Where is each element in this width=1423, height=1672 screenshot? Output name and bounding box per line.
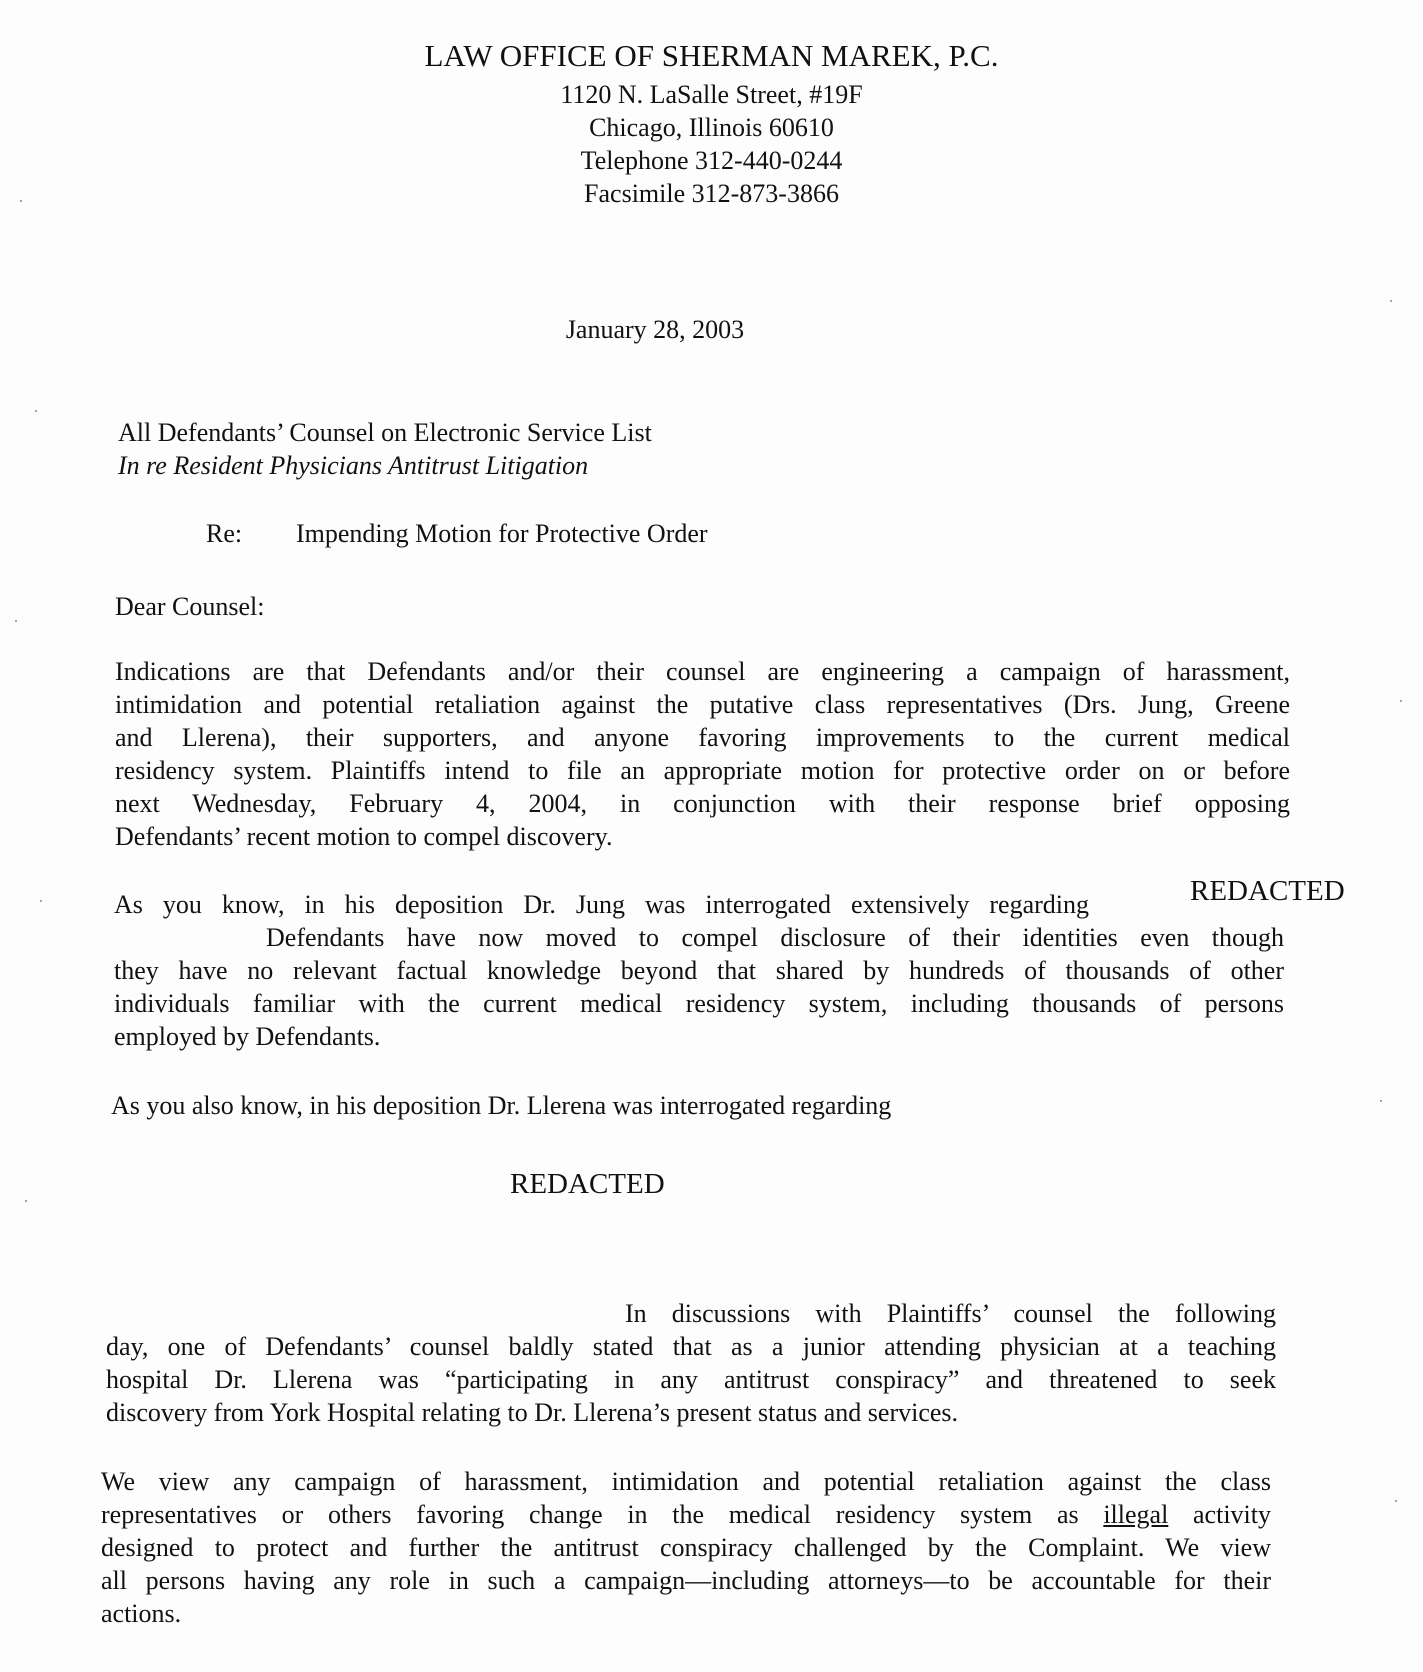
p3-line: As you also know, in his deposition Dr. Llerena was interrogated regarding	[111, 1091, 892, 1120]
p5-text: activity	[1168, 1500, 1271, 1529]
p1-line: and Llerena), their supporters, and anyone favoring improvements to the current medical	[115, 723, 1290, 752]
p5-line: We view any campaign of harassment, intimidation and potential retaliation against the class	[101, 1467, 1271, 1496]
firm-address: 1120 N. LaSalle Street, #19F	[560, 80, 863, 109]
paragraph-3	[111, 1089, 1111, 1122]
redacted-marker: REDACTED	[1190, 875, 1345, 907]
scan-speck	[25, 1200, 27, 1202]
scan-speck	[1395, 1500, 1397, 1502]
p5-line: actions.	[101, 1599, 182, 1628]
p5-line: all persons having any role in such a campaign—including attorneys—to be accountable for their	[101, 1566, 1271, 1595]
re-subject: Impending Motion for Protective Order	[296, 519, 708, 548]
paragraph-5	[101, 1465, 1271, 1630]
p5-line	[101, 1498, 1271, 1531]
scan-speck	[15, 620, 17, 622]
p2-line: Defendants have now moved to compel disclosure of their identities even though	[266, 923, 1284, 952]
firm-city: Chicago, Illinois 60610	[589, 113, 834, 142]
p4-line: In discussions with Plaintiffs’ counsel the following	[625, 1299, 1276, 1328]
firm-name: LAW OFFICE OF SHERMAN MAREK, P.C.	[424, 38, 999, 73]
p2-line: employed by Defendants.	[114, 1022, 381, 1051]
p1-line: intimidation and potential retaliation against the putative class representatives (Drs. Jung, Greene	[115, 690, 1290, 719]
p5-text: representatives or others favoring change in the medical residency system as	[101, 1500, 1104, 1529]
firm-telephone: Telephone 312-440-0244	[580, 146, 843, 175]
p1-line: Defendants’ recent motion to compel discovery.	[115, 822, 613, 851]
p1-line: next Wednesday, February 4, 2004, in conjunction with their response brief opposing	[115, 789, 1290, 818]
re-label: Re:	[206, 519, 243, 548]
redacted-marker: REDACTED	[510, 1168, 665, 1200]
p2-line: they have no relevant factual knowledge beyond that shared by hundreds of thousands of other	[114, 956, 1284, 985]
p4-line: day, one of Defendants’ counsel baldly stated that as a junior attending physician at a teaching	[106, 1332, 1276, 1361]
letter-date: January 28, 2003	[565, 315, 745, 344]
underlined-word: illegal	[1103, 1500, 1169, 1529]
recipient-line: All Defendants’ Counsel on Electronic Service List	[118, 418, 652, 447]
scan-speck	[35, 410, 37, 412]
scan-speck	[1400, 700, 1402, 702]
scan-speck	[1380, 1100, 1382, 1102]
p4-line: discovery from York Hospital relating to Dr. Llerena’s present status and services.	[106, 1398, 959, 1427]
paragraph-1	[115, 655, 1290, 853]
scan-speck	[20, 200, 22, 202]
p2-line: As you know, in his deposition Dr. Jung was interrogated extensively regarding	[114, 890, 1089, 919]
scan-speck	[40, 900, 42, 902]
case-name: In re Resident Physicians Antitrust Litigation	[118, 451, 589, 480]
p1-line: residency system. Plaintiffs intend to file an appropriate motion for protective order on or before	[115, 756, 1290, 785]
p1-line: Indications are that Defendants and/or their counsel are engineering a campaign of harassment,	[115, 657, 1290, 686]
p4-line: hospital Dr. Llerena was “participating in any antitrust conspiracy” and threatened to seek	[106, 1365, 1276, 1394]
p2-line: individuals familiar with the current medical residency system, including thousands of persons	[114, 989, 1284, 1018]
paragraph-4	[106, 1297, 1276, 1429]
scan-speck	[1390, 300, 1392, 302]
paragraph-2	[114, 888, 1284, 1053]
salutation: Dear Counsel:	[115, 592, 265, 621]
p5-line: designed to protect and further the antitrust conspiracy challenged by the Complaint. We view	[101, 1533, 1271, 1562]
firm-facsimile: Facsimile 312-873-3866	[584, 179, 839, 208]
